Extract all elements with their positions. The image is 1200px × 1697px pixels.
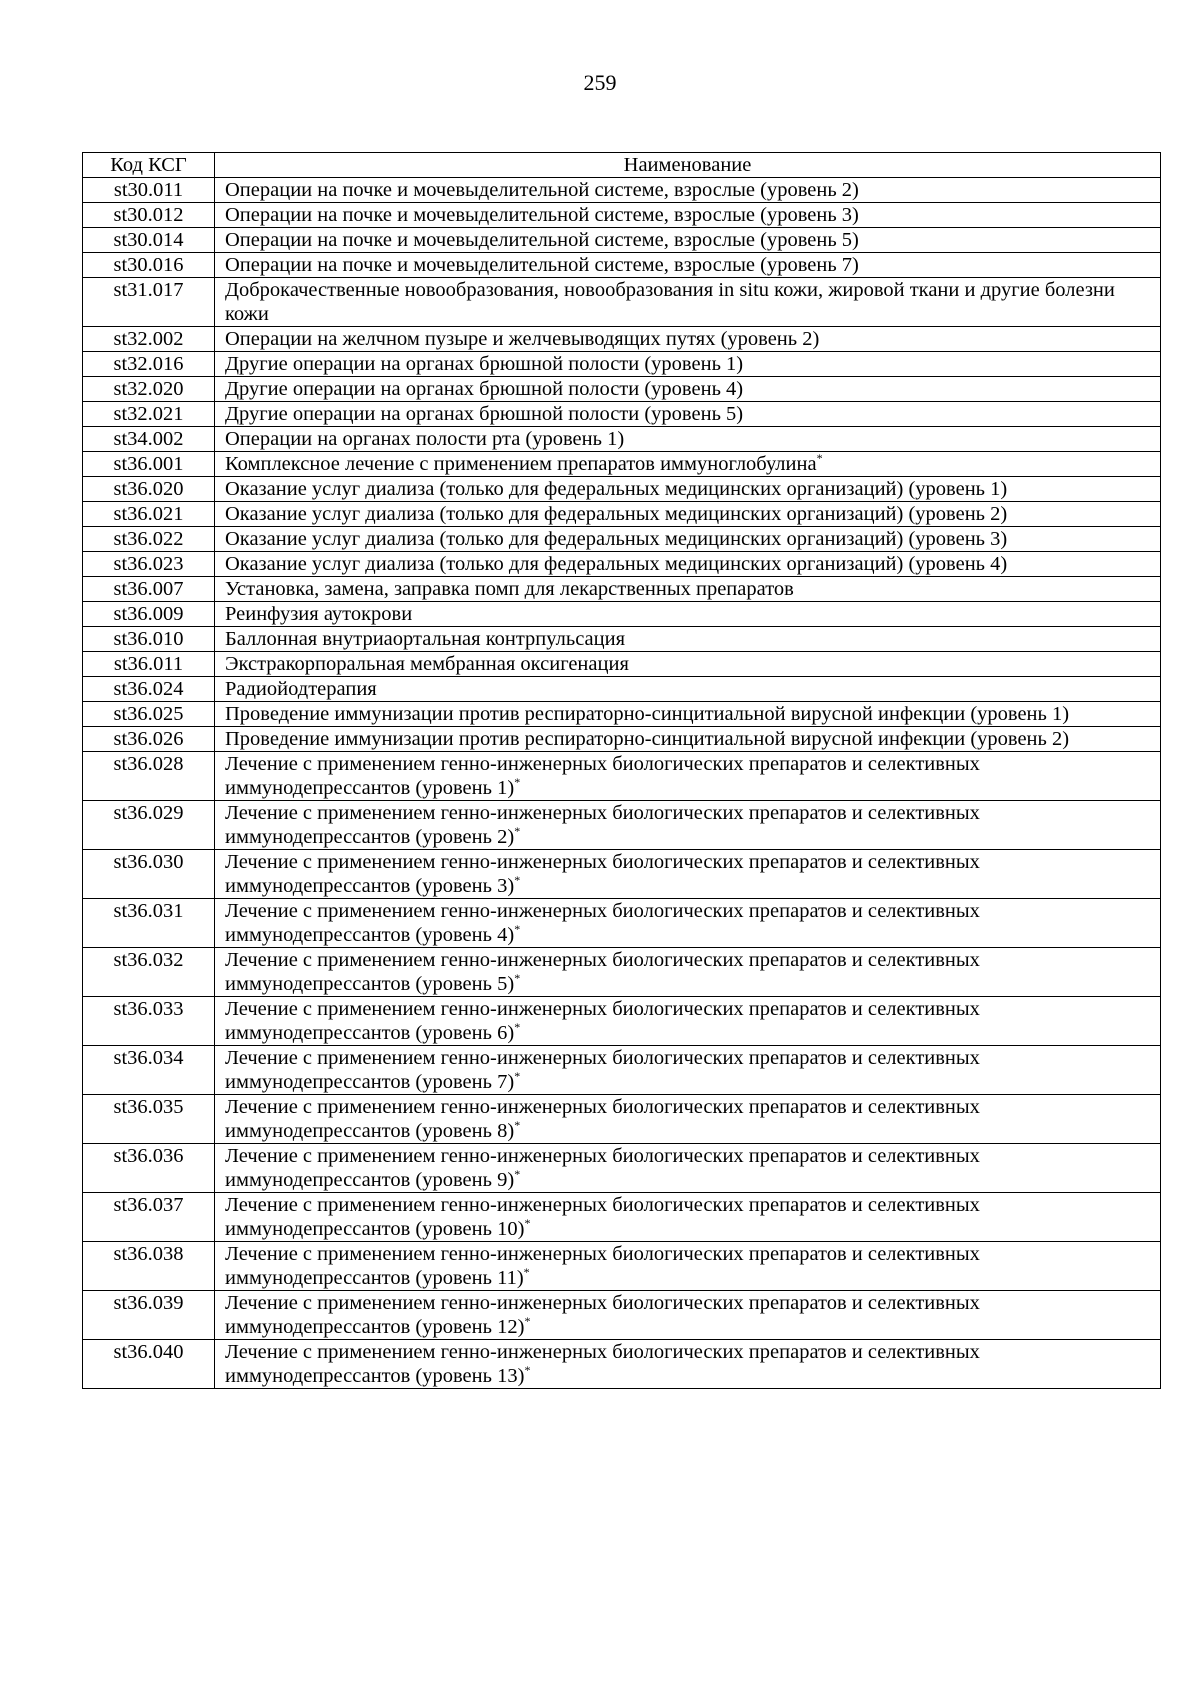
table-row	[83, 477, 1161, 502]
row-code: st36.033	[83, 997, 215, 1046]
table-row	[83, 652, 1161, 677]
table-row	[83, 178, 1161, 203]
row-code: st36.034	[83, 1046, 215, 1095]
table-row	[83, 1242, 1161, 1291]
row-code: st36.040	[83, 1340, 215, 1389]
row-name: Лечение с применением генно-инженерных биологических препаратов и селективных иммунодепрессантов (уровень 2)	[225, 802, 980, 848]
row-name-cell	[215, 1340, 1161, 1389]
footnote-marker: *	[514, 971, 521, 986]
table-row	[83, 948, 1161, 997]
row-name: Лечение с применением генно-инженерных биологических препаратов и селективных иммунодепрессантов (уровень 5)	[225, 949, 980, 995]
row-name-cell	[215, 702, 1161, 727]
row-name-cell	[215, 327, 1161, 352]
row-code: st32.020	[83, 377, 215, 402]
row-code: st36.035	[83, 1095, 215, 1144]
header-name: Наименование	[215, 153, 1161, 178]
table-row	[83, 727, 1161, 752]
row-code: st36.021	[83, 502, 215, 527]
row-code: st36.037	[83, 1193, 215, 1242]
row-name-cell	[215, 899, 1161, 948]
footnote-marker: *	[524, 1314, 531, 1329]
table-row	[83, 502, 1161, 527]
row-name-cell	[215, 203, 1161, 228]
row-code: st36.009	[83, 602, 215, 627]
table-row	[83, 1046, 1161, 1095]
row-name: Лечение с применением генно-инженерных биологических препаратов и селективных иммунодепрессантов (уровень 12)	[225, 1292, 980, 1338]
table-row	[83, 327, 1161, 352]
row-name: Лечение с применением генно-инженерных биологических препаратов и селективных иммунодепрессантов (уровень 6)	[225, 998, 980, 1044]
table-row	[83, 1095, 1161, 1144]
row-name-cell	[215, 577, 1161, 602]
row-code: st36.024	[83, 677, 215, 702]
table-row	[83, 452, 1161, 477]
table-row	[83, 402, 1161, 427]
row-name: Радиойодтерапия	[225, 678, 377, 700]
row-name: Лечение с применением генно-инженерных биологических препаратов и селективных иммунодепрессантов (уровень 3)	[225, 851, 980, 897]
row-code: st31.017	[83, 278, 215, 327]
table-row	[83, 552, 1161, 577]
table-row	[83, 1193, 1161, 1242]
row-name-cell	[215, 948, 1161, 997]
footnote-marker: *	[514, 1020, 521, 1035]
row-name-cell	[215, 850, 1161, 899]
row-name-cell	[215, 1242, 1161, 1291]
row-name: Проведение иммунизации против респираторно-синцитиальной вирусной инфекции (уровень 2)	[225, 728, 1070, 750]
footnote-marker: *	[514, 1167, 521, 1182]
row-name: Экстракорпоральная мембранная оксигенация	[225, 653, 629, 675]
row-code: st30.011	[83, 178, 215, 203]
row-name-cell	[215, 427, 1161, 452]
footnote-marker: *	[816, 451, 823, 466]
table-row	[83, 253, 1161, 278]
footnote-marker: *	[514, 1069, 521, 1084]
row-name-cell	[215, 652, 1161, 677]
row-name: Лечение с применением генно-инженерных биологических препаратов и селективных иммунодепрессантов (уровень 11)	[225, 1243, 980, 1289]
row-code: st36.028	[83, 752, 215, 801]
table-row	[83, 997, 1161, 1046]
row-code: st36.007	[83, 577, 215, 602]
table-row	[83, 577, 1161, 602]
row-name: Оказание услуг диализа (только для федеральных медицинских организаций) (уровень 3)	[225, 528, 1008, 550]
footnote-marker: *	[514, 873, 521, 888]
row-code: st32.016	[83, 352, 215, 377]
row-name-cell	[215, 502, 1161, 527]
row-name: Лечение с применением генно-инженерных биологических препаратов и селективных иммунодепрессантов (уровень 4)	[225, 900, 980, 946]
footnote-marker: *	[514, 1118, 521, 1133]
table-row	[83, 702, 1161, 727]
row-code: st36.030	[83, 850, 215, 899]
row-name-cell	[215, 402, 1161, 427]
row-name: Лечение с применением генно-инженерных биологических препаратов и селективных иммунодепрессантов (уровень 8)	[225, 1096, 980, 1142]
row-name-cell	[215, 727, 1161, 752]
row-name-cell	[215, 1193, 1161, 1242]
row-code: st36.022	[83, 527, 215, 552]
row-name-cell	[215, 1046, 1161, 1095]
row-name: Операции на почке и мочевыделительной системе, взрослые (уровень 2)	[225, 179, 859, 201]
row-code: st30.012	[83, 203, 215, 228]
row-name-cell	[215, 178, 1161, 203]
row-name: Операции на почке и мочевыделительной системе, взрослые (уровень 7)	[225, 254, 859, 276]
table-row	[83, 1340, 1161, 1389]
row-name-cell	[215, 552, 1161, 577]
row-code: st32.021	[83, 402, 215, 427]
row-code: st36.031	[83, 899, 215, 948]
row-name-cell	[215, 477, 1161, 502]
table-row	[83, 427, 1161, 452]
footnote-marker: *	[514, 922, 521, 937]
table-body	[83, 178, 1161, 1389]
table-row	[83, 527, 1161, 552]
row-name: Операции на почке и мочевыделительной системе, взрослые (уровень 3)	[225, 204, 859, 226]
table-row	[83, 801, 1161, 850]
row-name-cell	[215, 377, 1161, 402]
row-name: Другие операции на органах брюшной полости (уровень 4)	[225, 378, 744, 400]
table-row	[83, 203, 1161, 228]
row-name: Лечение с применением генно-инженерных биологических препаратов и селективных иммунодепрессантов (уровень 7)	[225, 1047, 980, 1093]
table-row	[83, 627, 1161, 652]
row-code: st36.020	[83, 477, 215, 502]
row-name-cell	[215, 1291, 1161, 1340]
table-row	[83, 602, 1161, 627]
row-name: Оказание услуг диализа (только для федеральных медицинских организаций) (уровень 4)	[225, 553, 1008, 575]
row-code: st36.010	[83, 627, 215, 652]
row-name: Другие операции на органах брюшной полости (уровень 1)	[225, 353, 744, 375]
row-name: Оказание услуг диализа (только для федеральных медицинских организаций) (уровень 2)	[225, 503, 1008, 525]
row-name-cell	[215, 801, 1161, 850]
footnote-marker: *	[514, 775, 521, 790]
table-row	[83, 377, 1161, 402]
footnote-marker: *	[523, 1265, 530, 1280]
footnote-marker: *	[524, 1363, 531, 1378]
footnote-marker: *	[524, 1216, 531, 1231]
row-name: Баллонная внутриаортальная контрпульсация	[225, 628, 626, 650]
row-name-cell	[215, 253, 1161, 278]
footnote-marker: *	[514, 824, 521, 839]
row-name: Оказание услуг диализа (только для федеральных медицинских организаций) (уровень 1)	[225, 478, 1008, 500]
row-name: Проведение иммунизации против респираторно-синцитиальной вирусной инфекции (уровень 1)	[225, 703, 1070, 725]
row-name-cell	[215, 278, 1161, 327]
row-name-cell	[215, 527, 1161, 552]
row-code: st36.038	[83, 1242, 215, 1291]
table-row	[83, 752, 1161, 801]
table-header-row	[83, 153, 1161, 178]
row-name-cell	[215, 1095, 1161, 1144]
row-code: st34.002	[83, 427, 215, 452]
row-code: st36.026	[83, 727, 215, 752]
row-name-cell	[215, 677, 1161, 702]
row-name: Другие операции на органах брюшной полости (уровень 5)	[225, 403, 744, 425]
header-code: Код КСГ	[83, 153, 215, 178]
row-code: st32.002	[83, 327, 215, 352]
row-name-cell	[215, 1144, 1161, 1193]
table-row	[83, 1291, 1161, 1340]
row-name: Комплексное лечение с применением препаратов иммуноглобулина	[225, 453, 817, 475]
row-name-cell	[215, 452, 1161, 477]
table-row	[83, 899, 1161, 948]
row-code: st30.016	[83, 253, 215, 278]
table-row	[83, 352, 1161, 377]
row-code: st36.032	[83, 948, 215, 997]
row-name-cell	[215, 627, 1161, 652]
row-name: Лечение с применением генно-инженерных биологических препаратов и селективных иммунодепрессантов (уровень 9)	[225, 1145, 980, 1191]
row-code: st36.036	[83, 1144, 215, 1193]
page-number: 259	[583, 70, 617, 95]
row-name: Лечение с применением генно-инженерных биологических препаратов и селективных иммунодепрессантов (уровень 1)	[225, 753, 980, 799]
row-name-cell	[215, 997, 1161, 1046]
row-name-cell	[215, 228, 1161, 253]
row-name-cell	[215, 602, 1161, 627]
row-name: Операции на почке и мочевыделительной системе, взрослые (уровень 5)	[225, 229, 859, 251]
row-code: st30.014	[83, 228, 215, 253]
row-code: st36.011	[83, 652, 215, 677]
row-code: st36.039	[83, 1291, 215, 1340]
table-row	[83, 228, 1161, 253]
row-name: Реинфузия аутокрови	[225, 603, 413, 625]
row-name: Установка, замена, заправка помп для лекарственных препаратов	[225, 578, 794, 600]
row-code: st36.029	[83, 801, 215, 850]
row-name: Операции на органах полости рта (уровень 1)	[225, 428, 625, 450]
row-name: Лечение с применением генно-инженерных биологических препаратов и селективных иммунодепрессантов (уровень 10)	[225, 1194, 980, 1240]
row-name: Операции на желчном пузыре и желчевыводящих путях (уровень 2)	[225, 328, 820, 350]
ksg-table	[82, 152, 1161, 1389]
row-code: st36.023	[83, 552, 215, 577]
table-row	[83, 1144, 1161, 1193]
table-row	[83, 278, 1161, 327]
table-row	[83, 677, 1161, 702]
table-row	[83, 850, 1161, 899]
row-name-cell	[215, 352, 1161, 377]
row-name: Лечение с применением генно-инженерных биологических препаратов и селективных иммунодепрессантов (уровень 13)	[225, 1341, 980, 1387]
row-name: Доброкачественные новообразования, новообразования in situ кожи, жировой ткани и другие болезни кожи	[225, 279, 1115, 325]
row-code: st36.025	[83, 702, 215, 727]
row-code: st36.001	[83, 452, 215, 477]
row-name-cell	[215, 752, 1161, 801]
